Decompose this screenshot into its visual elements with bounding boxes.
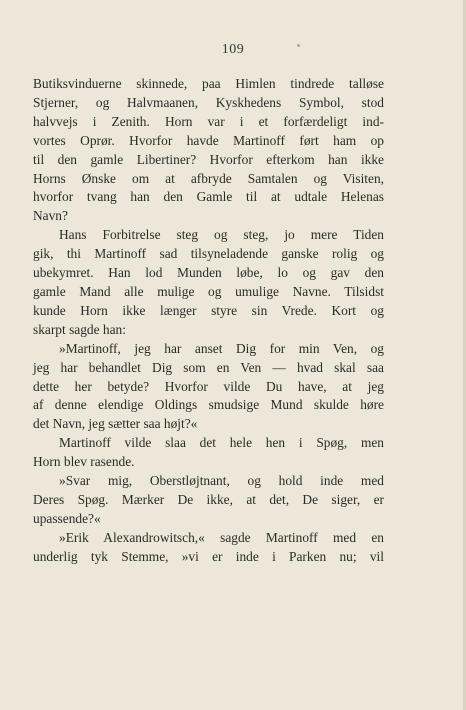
- text-line: Navn?: [33, 208, 68, 224]
- body-text: [33, 75, 384, 567]
- text-line: jeg har behandlet Dig som en Ven — hvad skal saa: [33, 359, 384, 375]
- text-line: »Erik Alexandrowitsch,« sagde Martinoff med en: [59, 529, 384, 545]
- text-line: af denne elendige Oldings smudsige Mund skulde høre: [33, 397, 384, 413]
- text-line: underlig tyk Stemme, »vi er inde i Parken nu; vil: [33, 548, 384, 564]
- text-line: halvvejs i Zenith. Horn var i et forfærdeligt ind-: [33, 113, 384, 129]
- text-line: vortes Oprør. Hvorfor havde Martinoff ført ham op: [33, 132, 384, 148]
- text-line: kunde Horn ikke længer styre sin Vrede. Kort og: [33, 302, 384, 318]
- text-line: hvorfor tvang han den Gamle til at udtale Helenas: [33, 189, 384, 205]
- text-line: gik, thi Martinoff sad tilsyneladende ganske rolig og: [33, 246, 384, 262]
- text-line: dette her betyde? Hvorfor vilde Du have, at jeg: [33, 378, 384, 394]
- text-line: Stjerner, og Halvmaanen, Kyskhedens Symbol, stod: [33, 94, 384, 110]
- text-line: »Martinoff, jeg har anset Dig for min Ven, og: [59, 340, 384, 356]
- text-line: Martinoff vilde slaa det hele hen i Spøg, men: [59, 435, 384, 451]
- text-line: det Navn, jeg sætter saa højt?«: [33, 416, 198, 432]
- text-line: »Svar mig, Oberstløjtnant, og hold inde med: [59, 473, 384, 489]
- text-line: Horns Ønske om at afbryde Samtalen og Visiten,: [33, 170, 384, 186]
- text-line: gamle Mand alle mulige og umulige Navne. Tilsidst: [33, 283, 384, 299]
- text-line: upassende?«: [33, 510, 101, 526]
- print-speck: [297, 44, 300, 47]
- text-line: Butiksvinduerne skinnede, paa Himlen tindrede talløse: [33, 76, 384, 91]
- page-number: 109: [221, 42, 245, 57]
- text-line: til den gamle Libertiner? Hvorfor efterkom han ikke: [33, 151, 384, 167]
- text-line: Deres Spøg. Mærker De ikke, at det, De siger, er: [33, 491, 384, 507]
- text-line: skarpt sagde han:: [33, 321, 126, 337]
- text-line: Hans Forbitrelse steg og steg, jo mere Tiden: [59, 227, 384, 243]
- text-line: Horn blev rasende.: [33, 454, 135, 470]
- text-line: ubekymret. Han lod Munden løbe, lo og gav den: [33, 265, 384, 281]
